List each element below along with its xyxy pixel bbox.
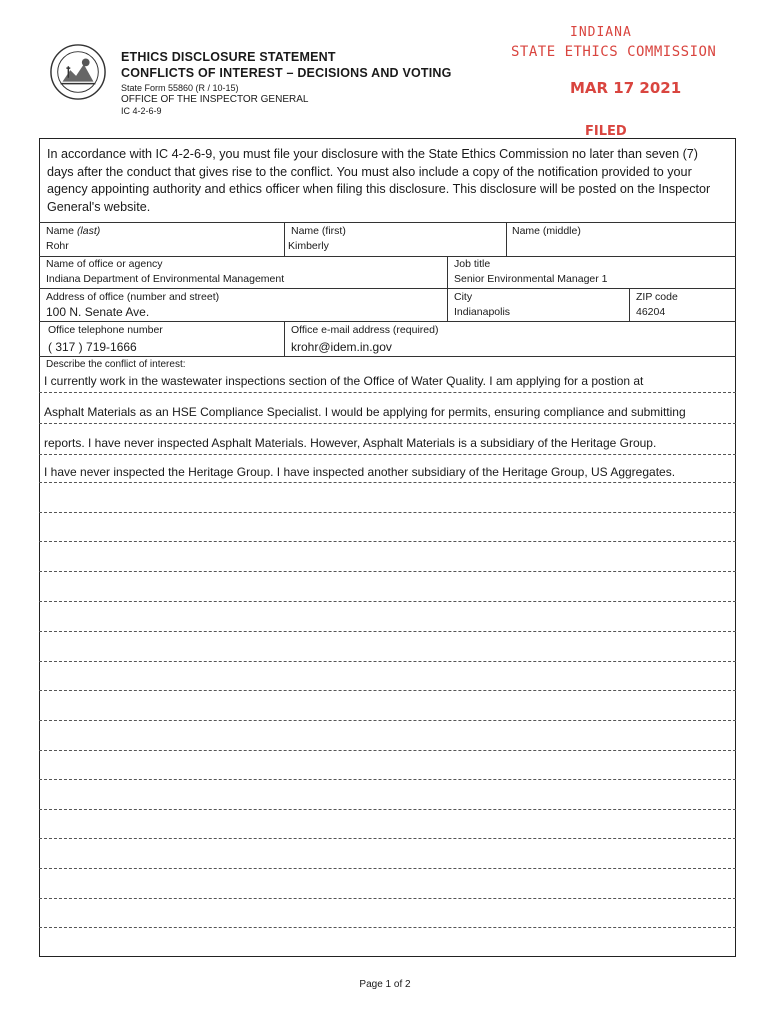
ruled-line — [39, 809, 736, 810]
zip-label: ZIP code — [636, 291, 678, 303]
state-form-number: State Form 55860 (R / 10-15) — [121, 83, 239, 93]
first-name-label: Name (first) — [291, 225, 346, 237]
form-title: ETHICS DISCLOSURE STATEMENT — [121, 50, 336, 64]
email-label: Office e-mail address (required) — [291, 324, 439, 336]
stamp-state: INDIANA — [570, 25, 632, 40]
ruled-line — [39, 423, 736, 424]
grid-line — [39, 321, 736, 322]
grid-line — [506, 222, 507, 256]
email-field[interactable]: krohr@idem.in.gov — [291, 340, 392, 354]
description-line[interactable]: I have never inspected the Heritage Group. I have inspected another subsidiary of the Heritage Group, US Aggregates. — [44, 465, 676, 479]
ruled-line — [39, 454, 736, 455]
grid-line — [39, 356, 736, 357]
grid-line — [284, 222, 285, 256]
ruled-line — [39, 661, 736, 662]
city-label: City — [454, 291, 473, 303]
city-field[interactable]: Indianapolis — [454, 306, 511, 318]
page-number: Page 1 of 2 — [359, 979, 411, 990]
grid-line — [39, 288, 736, 289]
ruled-line — [39, 631, 736, 632]
ruled-line — [39, 512, 736, 513]
grid-line — [39, 256, 736, 257]
agency-label: Name of office or agency — [46, 258, 163, 270]
zip-field[interactable]: 46204 — [636, 306, 666, 318]
state-seal-icon — [49, 43, 107, 101]
grid-line — [39, 222, 736, 223]
ruled-line — [39, 779, 736, 780]
job-title-field[interactable]: Senior Environmental Manager 1 — [454, 273, 608, 285]
issuing-office: OFFICE OF THE INSPECTOR GENERAL — [121, 94, 309, 105]
statute-code: IC 4-2-6-9 — [121, 106, 162, 116]
description-line[interactable]: Asphalt Materials as an HSE Compliance Specialist. I would be applying for permits, ensuring compliance and submitting — [44, 405, 686, 419]
last-name-field[interactable]: Rohr — [46, 240, 69, 252]
instructions-paragraph: In accordance with IC 4-2-6-9, you must file your disclosure with the State Ethics Commission no later than seven (7) days after the conduct that gives rise to the conflict. You must also include a copy of the notification provided to your agency appointing authority and ethics officer when filing this disclosure. This disclosure will be posted on the Inspector General's website. — [47, 147, 711, 214]
ruled-line — [39, 541, 736, 542]
ruled-line — [39, 392, 736, 393]
ruled-line — [39, 750, 736, 751]
stamp-filed: FILED — [585, 124, 627, 139]
ruled-line — [39, 601, 736, 602]
stamp-commission: STATE ETHICS COMMISSION — [511, 44, 717, 60]
ruled-line — [39, 927, 736, 928]
last-name-label: Name (last) — [46, 225, 101, 237]
form-subtitle: CONFLICTS OF INTEREST – DECISIONS AND VOTING — [121, 66, 452, 80]
job-title-label: Job title — [454, 258, 491, 270]
description-label: Describe the conflict of interest: — [46, 359, 186, 370]
middle-name-label: Name (middle) — [512, 225, 581, 237]
first-name-field[interactable]: Kimberly — [288, 240, 329, 252]
stamp-date: MAR 17 2021 — [570, 79, 682, 97]
form-header — [121, 50, 452, 116]
ruled-line — [39, 838, 736, 839]
address-label: Address of office (number and street) — [46, 291, 220, 303]
description-line[interactable]: I currently work in the wastewater inspections section of the Office of Water Quality. I am applying for a postion at — [44, 374, 644, 388]
phone-label: Office telephone number — [48, 324, 163, 336]
ruled-line — [39, 720, 736, 721]
description-line[interactable]: reports. I have never inspected Asphalt Materials. However, Asphalt Materials is a subsidiary of the Heritage Group. — [44, 436, 657, 450]
phone-field[interactable]: ( 317 ) 719-1666 — [48, 340, 137, 354]
ruled-line — [39, 898, 736, 899]
ruled-line — [39, 571, 736, 572]
ruled-line — [39, 690, 736, 691]
address-field[interactable]: 100 N. Senate Ave. — [46, 305, 150, 319]
grid-line — [629, 288, 630, 321]
ruled-line — [39, 482, 736, 483]
ruled-line — [39, 868, 736, 869]
grid-line — [447, 256, 448, 321]
agency-field[interactable]: Indiana Department of Environmental Management — [46, 273, 285, 285]
grid-line — [284, 321, 285, 356]
